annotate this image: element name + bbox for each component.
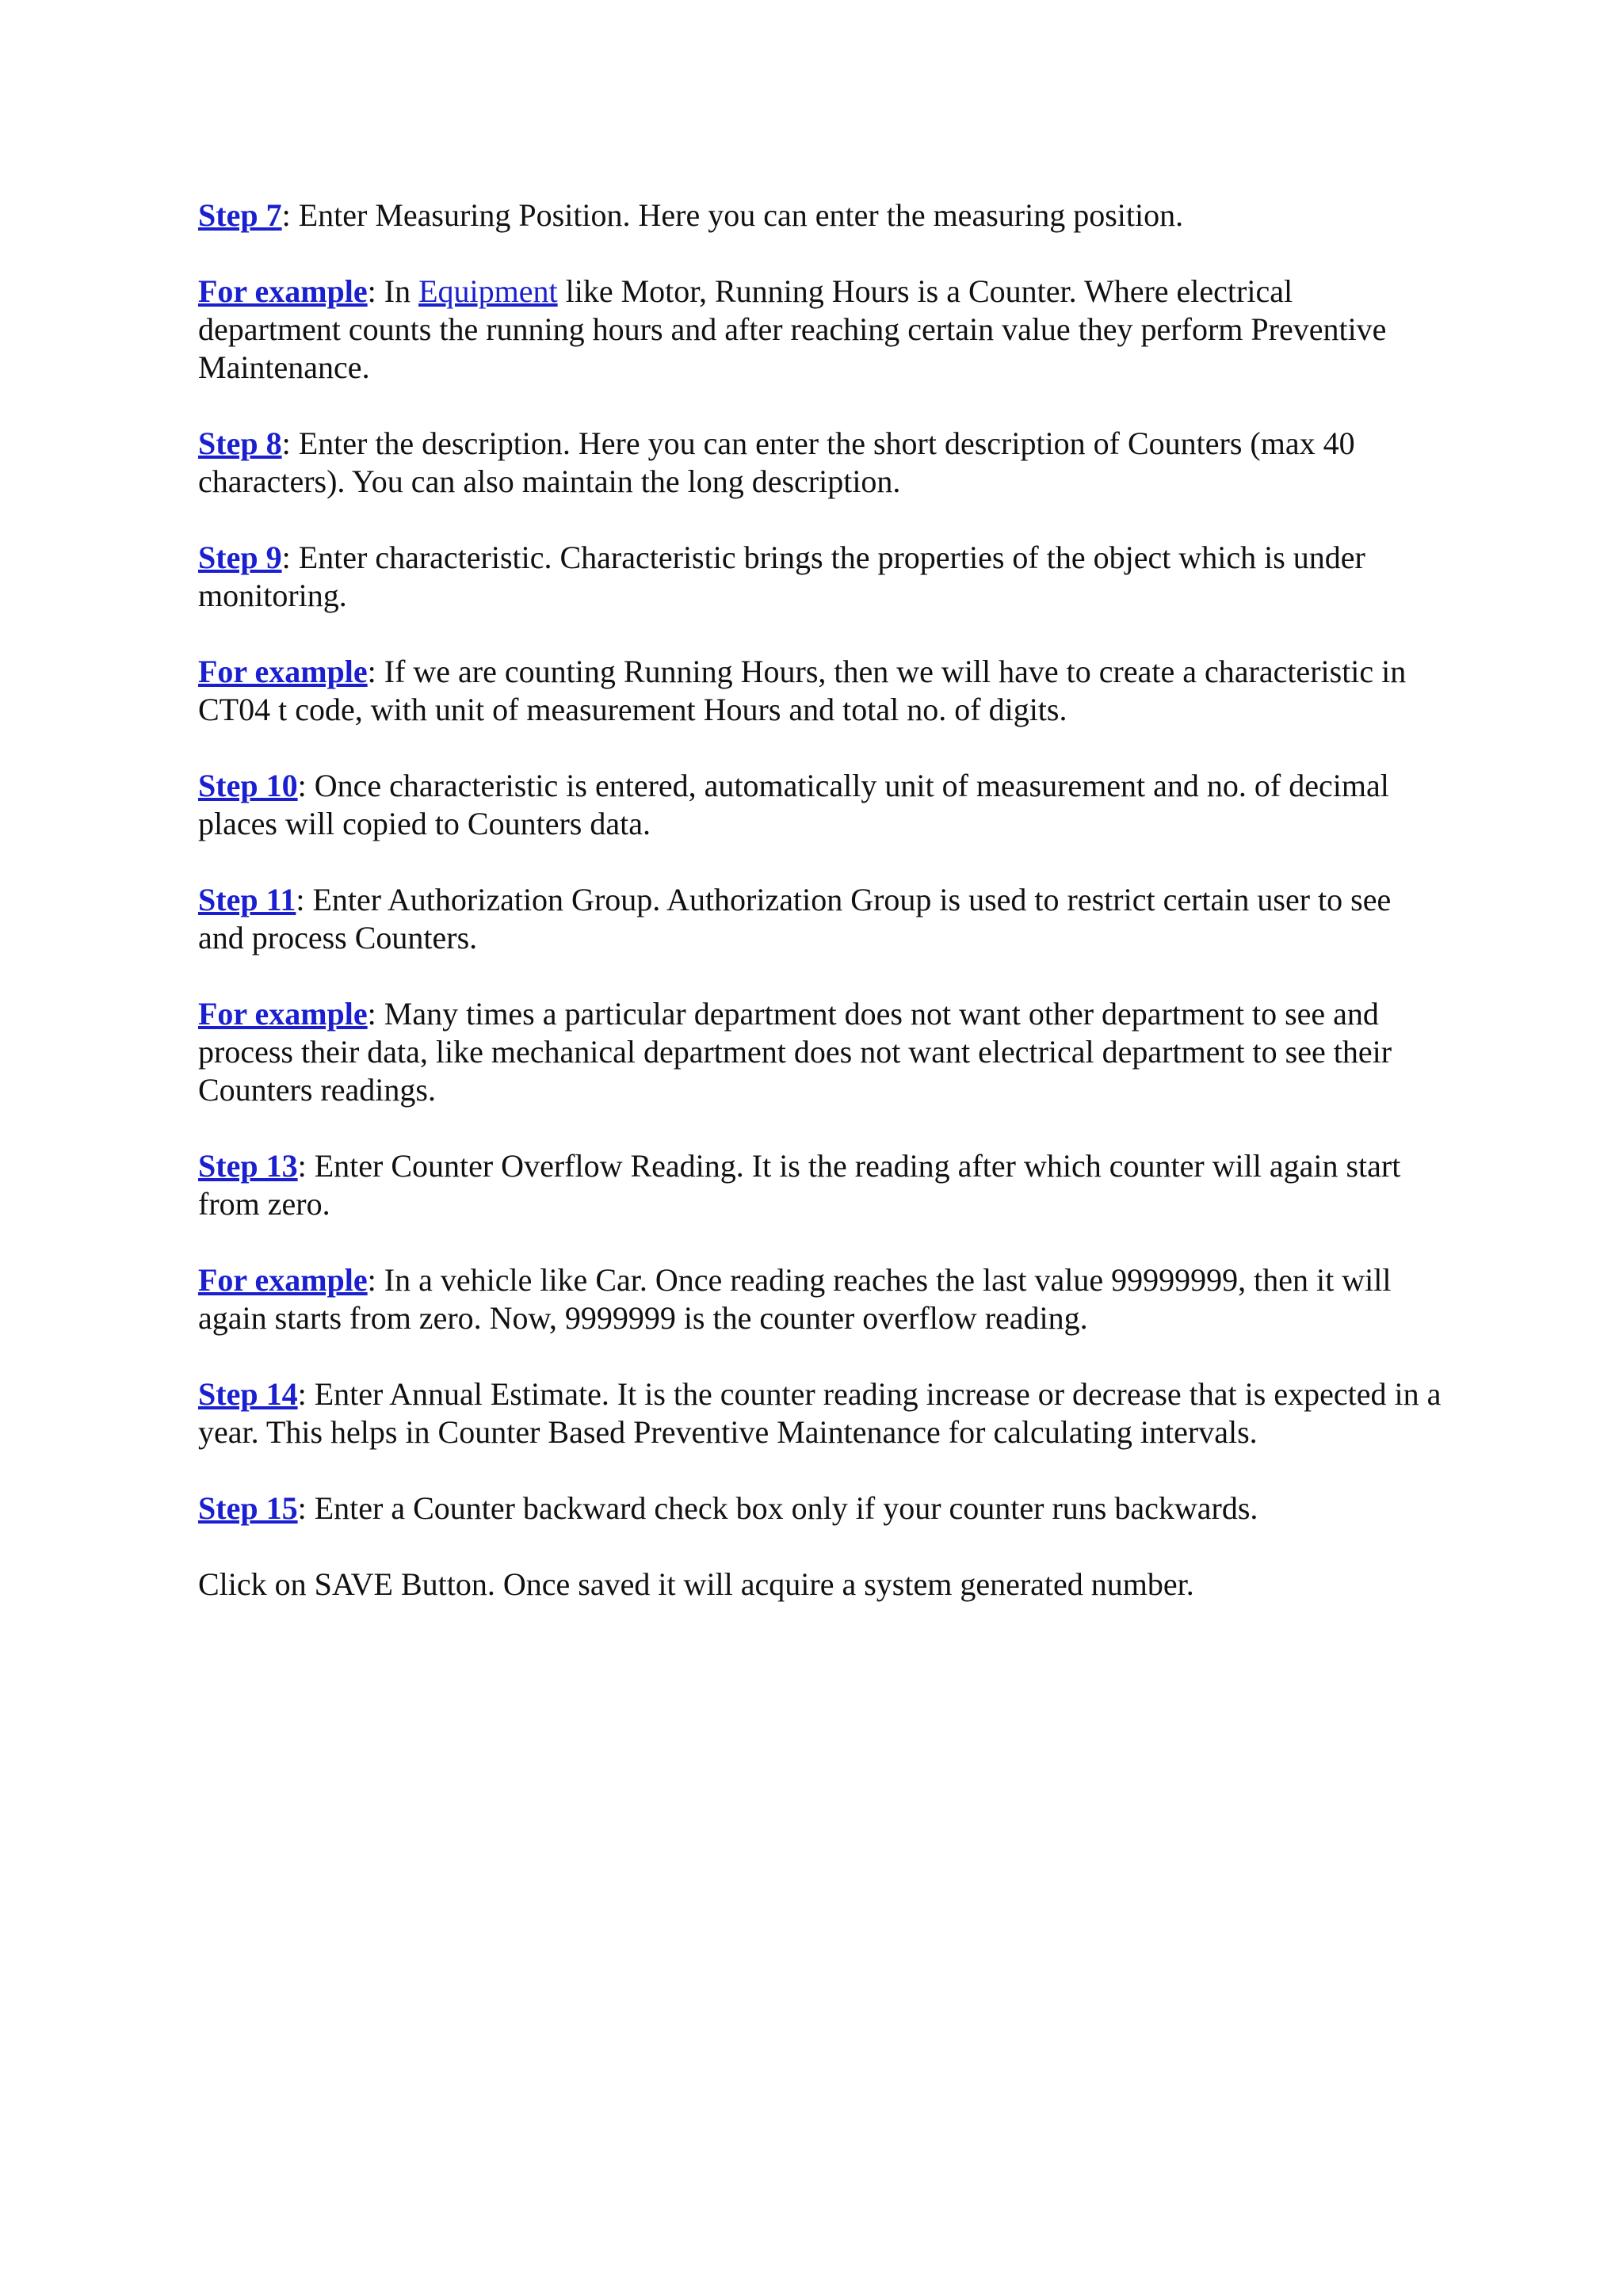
paragraph-example-characteristic — [198, 653, 1442, 729]
paragraph-step-15 — [198, 1489, 1442, 1527]
paragraph-step-8 — [198, 425, 1442, 501]
paragraph-step-13 — [198, 1147, 1442, 1223]
example-equipment-text: like Motor, Running Hours is a Counter. Where electrical department counts the running hours and after reaching certain value they perform Preventive Maintenance. — [198, 273, 1387, 385]
equipment-link[interactable]: Equipment — [418, 273, 558, 309]
save-instruction-text: Click on SAVE Button. Once saved it will acquire a system generated number. — [198, 1566, 1194, 1602]
for-example-link[interactable]: For example — [198, 273, 368, 309]
step-7-link[interactable]: Step 7 — [198, 197, 282, 233]
step-9-link[interactable]: Step 9 — [198, 540, 282, 575]
step-13-text: : Enter Counter Overflow Reading. It is the reading after which counter will again start from zero. — [198, 1148, 1401, 1222]
for-example-link[interactable]: For example — [198, 1262, 368, 1298]
step-15-link[interactable]: Step 15 — [198, 1490, 298, 1526]
paragraph-example-authorization — [198, 995, 1442, 1109]
step-9-text: : Enter characteristic. Characteristic brings the properties of the object which is under monitoring. — [198, 540, 1365, 613]
step-11-link[interactable]: Step 11 — [198, 882, 296, 917]
step-8-text: : Enter the description. Here you can enter the short description of Counters (max 40 characters). You can also maintain the long description. — [198, 425, 1355, 499]
step-14-text: : Enter Annual Estimate. It is the counter reading increase or decrease that is expected in a year. This helps in Counter Based Preventive Maintenance for calculating intervals. — [198, 1376, 1442, 1450]
step-14-link[interactable]: Step 14 — [198, 1376, 298, 1412]
paragraph-step-9 — [198, 539, 1442, 615]
paragraph-example-equipment — [198, 273, 1442, 387]
paragraph-step-7 — [198, 196, 1442, 235]
paragraph-step-11 — [198, 881, 1442, 957]
step-11-text: : Enter Authorization Group. Authorization Group is used to restrict certain user to see and process Counters. — [198, 882, 1392, 955]
example-overflow-text: : In a vehicle like Car. Once reading reaches the last value 99999999, then it will again starts from zero. Now, 9999999 is the counter overflow reading. — [198, 1262, 1392, 1336]
for-example-link[interactable]: For example — [198, 996, 368, 1032]
paragraph-example-overflow — [198, 1261, 1442, 1337]
step-10-link[interactable]: Step 10 — [198, 768, 298, 803]
step-10-text: : Once characteristic is entered, automatically unit of measurement and no. of decimal places will copied to Counters data. — [198, 768, 1389, 841]
example-text-before: : In — [367, 273, 419, 309]
document-body — [198, 196, 1442, 1642]
paragraph-save — [198, 1566, 1442, 1604]
step-15-text: : Enter a Counter backward check box only if your counter runs backwards. — [297, 1490, 1258, 1526]
step-7-text: : Enter Measuring Position. Here you can enter the measuring position. — [281, 197, 1184, 233]
for-example-link[interactable]: For example — [198, 654, 368, 689]
paragraph-step-14 — [198, 1375, 1442, 1451]
step-8-link[interactable]: Step 8 — [198, 425, 282, 461]
step-13-link[interactable]: Step 13 — [198, 1148, 298, 1184]
example-authorization-text: : Many times a particular department does not want other department to see and process their data, like mechanical department does not want electrical department to see their Counters readings. — [198, 996, 1392, 1108]
example-characteristic-text: : If we are counting Running Hours, then we will have to create a characteristic in CT04 t code, with unit of measurement Hours and total no. of digits. — [198, 654, 1407, 727]
paragraph-step-10 — [198, 767, 1442, 843]
